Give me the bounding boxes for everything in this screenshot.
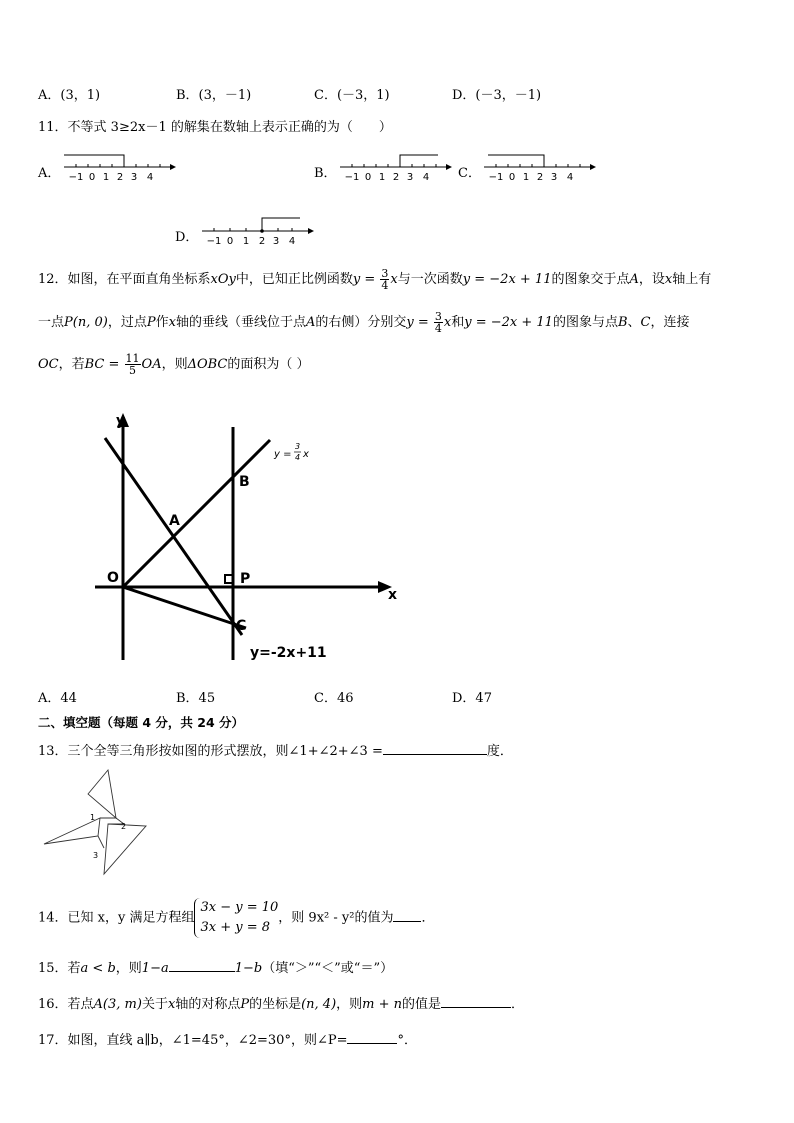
q12-line-2: 一点P(n, 0)，过点P作x轴的垂线（垂线位于点A的右侧）分别交y = $\frac{3}{4}$ x和y = −2x + 11的图象与点B、C，连接 [38, 310, 690, 335]
tick: 0 [226, 236, 234, 247]
q10-option-b: B．(3，－1) [176, 88, 252, 103]
q17-text: 17．如图，直线 a∥b，∠1=45°，∠2=30°，则∠P= °． [38, 1033, 417, 1048]
number-line-d [200, 214, 316, 250]
number-line-a [62, 150, 178, 186]
tick: 2 [258, 236, 266, 247]
tick: 0 [364, 172, 372, 183]
equation-1: 3x − y = 10 [200, 900, 279, 915]
tick: 2 [536, 172, 544, 183]
q11-text: 11．不等式 3≥2x－1 的解集在数轴上表示正确的为（ ） [38, 120, 392, 135]
angle-2: 2 [121, 822, 127, 831]
tick: 0 [508, 172, 516, 183]
q10-option-c: C．(－3，1) [314, 88, 390, 103]
tick: 2 [392, 172, 400, 183]
q11-label-d: D． [175, 230, 199, 245]
number-line-b [338, 150, 454, 186]
number-line-c [482, 150, 598, 186]
tick: 0 [88, 172, 96, 183]
q10-option-d: D．(－3，－1) [452, 88, 542, 103]
angle-3: 3 [93, 851, 99, 860]
tick: −1 [488, 172, 504, 183]
q11-label-b: B． [314, 166, 337, 181]
tick: 3 [550, 172, 558, 183]
label-x: x [388, 587, 398, 603]
q13-text: 13．三个全等三角形按如图的形式摆放，则∠1+∠2+∠3 = 度． [38, 744, 513, 759]
q12-option-d: D．47 [452, 691, 492, 706]
label-a: A [169, 513, 180, 529]
q14-text: 14．已知 x，y 满足方程组 3x − y = 10 3x + y = 8 ，则 9x² - y²的值为 ． [38, 898, 434, 938]
tick: −1 [68, 172, 84, 183]
tick: 3 [406, 172, 414, 183]
svg-text:x: x [303, 449, 309, 460]
angle-1: 1 [90, 813, 96, 822]
q11-label-c: C． [458, 166, 481, 181]
q12-line-3: OC，若BC = $\frac{11}{5}$ OA，则ΔOBC的面积为（ ） [38, 352, 310, 377]
q15-text: 15．若a < b，则1−a 1−b（填“＞”“＜”或“＝”） [38, 961, 394, 976]
q11-label-a: A． [38, 166, 61, 181]
tick: 1 [522, 172, 530, 183]
q12-coordinate-graph [80, 405, 410, 675]
q12-option-a: A．44 [38, 691, 77, 706]
q12-option-c: C．46 [314, 691, 354, 706]
line-proportional [123, 440, 270, 587]
q16-text: 16．若点A(3, m)关于x轴的对称点P的坐标是(n, 4)，则m + n的值是 ． [38, 997, 525, 1012]
tick: 4 [146, 172, 154, 183]
q10-option-a: A．(3，1) [38, 88, 101, 103]
q12-option-b: B．45 [176, 691, 216, 706]
tick: 1 [242, 236, 250, 247]
q12-line-1: 12．如图，在平面直角坐标系xOy中，已知正比例函数y = $\frac{3}{4}$ x与一次函数y = −2x + 11的图象交于点A，设x轴上有 [38, 267, 712, 292]
svg-text:4: 4 [295, 453, 301, 462]
section-heading: 二、填空题（每题 4 分，共 24 分） [38, 715, 245, 730]
tick: 4 [422, 172, 430, 183]
label-linear: y=-2x+11 [250, 645, 327, 661]
label-o: O [107, 570, 119, 586]
tick: 2 [116, 172, 124, 183]
label-p: P [240, 571, 251, 587]
line-linear [105, 438, 242, 635]
label-proportional: y = [274, 449, 292, 460]
tick: −1 [206, 236, 222, 247]
tick: 1 [378, 172, 386, 183]
tick: −1 [344, 172, 360, 183]
tick: 3 [130, 172, 138, 183]
label-c: C [236, 618, 247, 634]
q13-triangles-figure [40, 768, 155, 878]
segment-oc [123, 587, 246, 628]
label-b: B [239, 474, 250, 490]
equation-2: 3x + y = 8 [200, 920, 271, 936]
svg-text:3: 3 [295, 442, 301, 451]
tick: 4 [566, 172, 574, 183]
label-y: y [116, 413, 126, 429]
tick: 4 [288, 236, 296, 247]
tick: 1 [102, 172, 110, 183]
tick: 3 [272, 236, 280, 247]
